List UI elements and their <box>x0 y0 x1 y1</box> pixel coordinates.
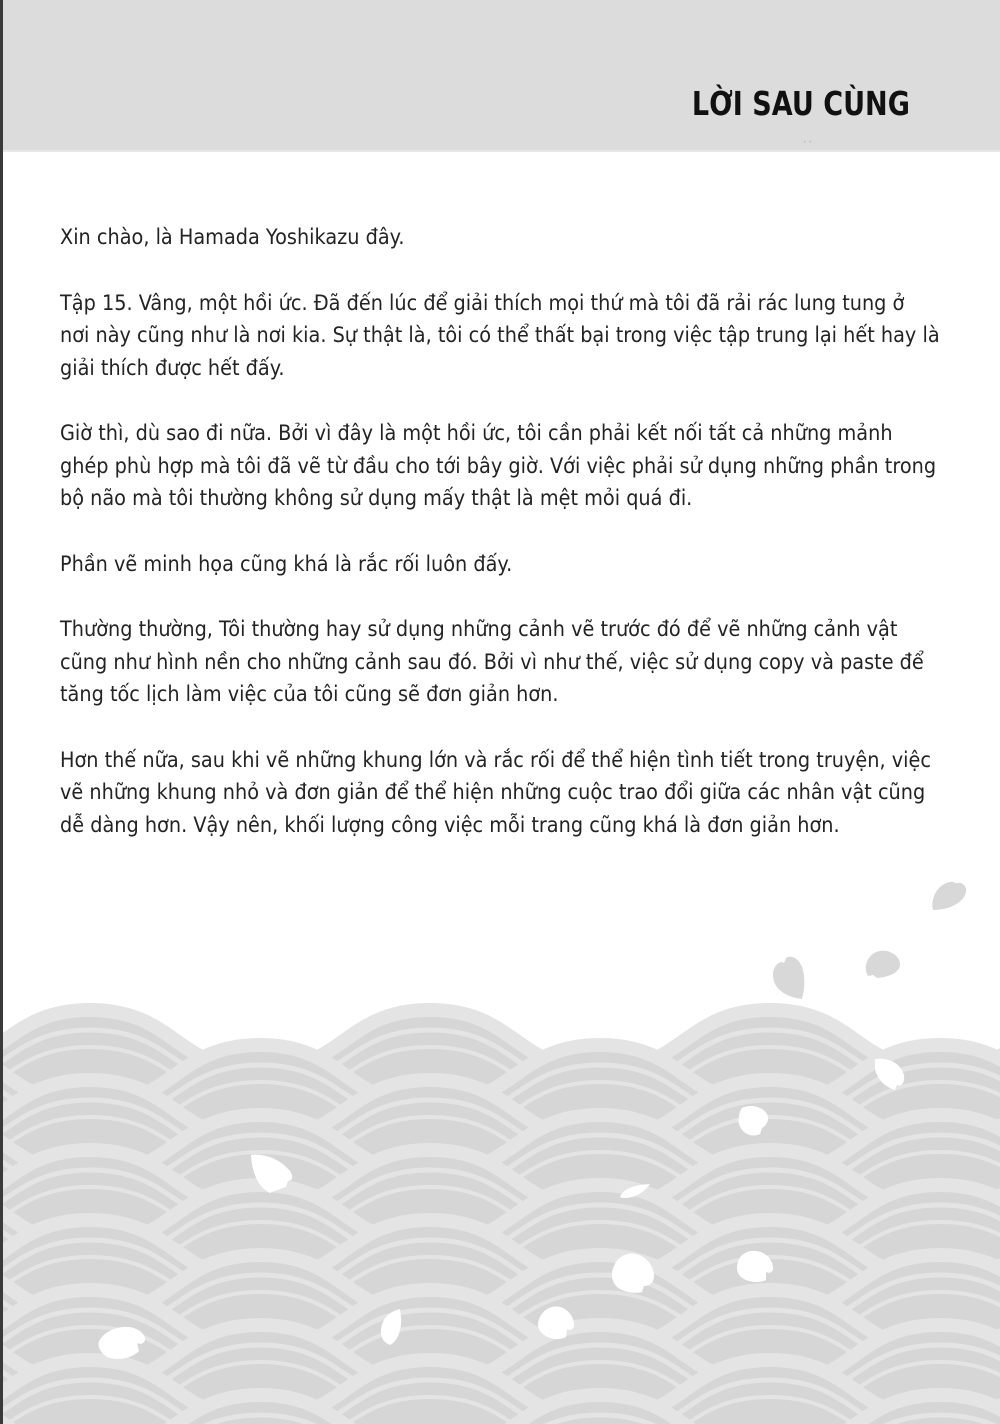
paragraph: Giờ thì, dù sao đi nữa. Bởi vì đây là một hồi ức, tôi cần phải kết nối tất cả những mảnh ghép phù hợp mà tôi đã vẽ từ đầu cho tới bây giờ. Với việc phải sử dụng những phần trong bộ não mà tôi thường không sử dụng mấy thật là mệt mỏi quá đi. <box>60 421 937 511</box>
cherry-blossom-petal-icon <box>736 1250 774 1286</box>
paragraph-greeting: Xin chào, là Hamada Yoshikazu đây. <box>60 225 405 250</box>
cherry-blossom-petal-icon <box>619 1183 651 1199</box>
page-title: LỜI SAU CÙNG <box>691 84 910 123</box>
cherry-blossom-petal-icon <box>772 955 806 1000</box>
header-band <box>0 0 1000 152</box>
title-decoration: • • <box>803 139 812 146</box>
paragraph: Hơn thế nữa, sau khi vẽ những khung lớn và rắc rối để thể hiện tình tiết trong truyện, việc vẽ những khung nhỏ và đơn giản để thể hiện những cuộc trao đổi giữa các nhân vật cũng dễ dàng hơn. Vậy nên, khối lượng công việc mỗi trang cũng khá là đơn giản hơn. <box>60 747 931 838</box>
cherry-blossom-petal-icon <box>865 949 901 979</box>
cherry-blossom-petal-icon <box>738 1104 770 1138</box>
cherry-blossom-petal-icon <box>930 880 968 912</box>
cherry-blossom-petal-icon <box>97 1325 147 1361</box>
cherry-blossom-petal-icon <box>610 1252 656 1294</box>
afterword-body <box>60 222 940 875</box>
paragraph: Thường thường, Tôi thường hay sử dụng những cảnh vẽ trước đó để vẽ những cảnh vật cũng như hình nền cho những cảnh sau đó. Bởi vì như thế, việc sử dụng copy và paste để tăng tốc lịch làm việc của tôi cũng sẽ đơn giản hơn. <box>60 617 924 707</box>
cherry-blossom-petal-icon <box>536 1303 576 1343</box>
paragraph: Tập 15. Vâng, một hồi ức. Đã đến lúc để giải thích mọi thứ mà tôi đã rải rác lung tung ở nơi này cũng như là nơi kia. Sự thật là, tôi có thể thất bại trong việc tập trung lại hết hay là giải thích được hết đấy. <box>60 290 940 381</box>
paragraph: Phần vẽ minh họa cũng khá là rắc rối luôn đấy. <box>60 551 513 577</box>
cherry-blossom-petal-icon <box>873 1057 905 1091</box>
page-left-edge <box>0 0 3 1424</box>
wave-pattern <box>0 990 1000 1424</box>
cherry-blossom-petal-icon <box>250 1153 294 1195</box>
cherry-blossom-petal-icon <box>380 1307 402 1347</box>
